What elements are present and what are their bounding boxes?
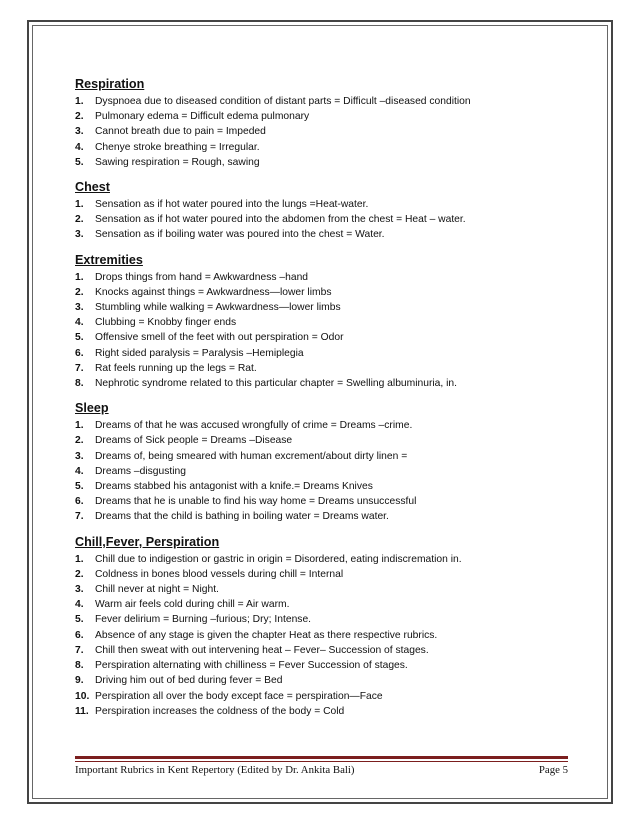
item-number: 1. (75, 420, 84, 432)
item-text: Chill due to indigestion or gastric in origin = Disordered, eating indiscremation in. (95, 553, 462, 565)
item-number: 2. (75, 214, 84, 226)
list-item (75, 227, 575, 242)
section-heading: Chest (75, 180, 110, 195)
document-body (75, 76, 575, 728)
item-text: Perspiration increases the coldness of the body = Cold (95, 705, 345, 717)
item-text: Sensation as if hot water poured into the abdomen from the chest = Heat – water. (95, 214, 466, 226)
item-number: 2. (75, 286, 84, 298)
item-text: Nephrotic syndrome related to this particular chapter = Swelling albuminuria, in. (95, 378, 457, 390)
item-text: Dreams –disgusting (95, 465, 186, 477)
section (75, 534, 575, 719)
list-item (75, 418, 575, 433)
item-text: Fever delirium = Burning –furious; Dry; Intense. (95, 614, 312, 626)
list-item (75, 155, 575, 170)
list-item (75, 673, 575, 688)
list-item (75, 479, 575, 494)
section-heading: Chill,Fever, Perspiration (75, 534, 220, 549)
list-item (75, 658, 575, 673)
list-item (75, 704, 575, 719)
item-text: Driving him out of bed during fever = Bed (95, 675, 283, 687)
item-text: Chenye stroke breathing = Irregular. (95, 141, 260, 153)
item-number: 3. (75, 584, 84, 596)
list-item (75, 597, 575, 612)
section (75, 179, 575, 243)
item-text: Warm air feels cold during chill = Air warm. (95, 599, 290, 611)
list-item (75, 509, 575, 524)
item-text: Right sided paralysis = Paralysis –Hemiplegia (95, 347, 304, 359)
list-item (75, 212, 575, 227)
item-number: 7. (75, 644, 84, 656)
item-number: 6. (75, 347, 84, 359)
section-heading: Extremities (75, 252, 143, 267)
item-number: 1. (75, 199, 84, 211)
section (75, 400, 575, 524)
item-text: Sawing respiration = Rough, sawing (95, 156, 260, 168)
item-text: Dyspnoea due to diseased condition of distant parts = Difficult –diseased condition (95, 96, 471, 107)
page-number: Page 5 (538, 764, 568, 776)
item-text: Coldness in bones blood vessels during chill = Internal (95, 568, 344, 580)
item-text: Dreams of, being smeared with human excrement/about dirty linen = (95, 450, 408, 462)
list-item (75, 464, 575, 479)
item-number: 5. (75, 332, 84, 344)
item-text: Perspiration alternating with chilliness = Fever Succession of stages. (95, 660, 408, 672)
list-item (75, 94, 575, 109)
list-item (75, 346, 575, 361)
list-item (75, 552, 575, 567)
section-heading: Sleep (75, 401, 109, 416)
list-item (75, 628, 575, 643)
item-text: Chill never at night = Night. (95, 584, 219, 596)
list-item (75, 643, 575, 658)
item-number: 2. (75, 435, 84, 447)
item-text: Dreams stabbed his antagonist with a knife.= Dreams Knives (95, 481, 373, 493)
item-text: Absence of any stage is given the chapter Heat as there respective rubrics. (95, 629, 438, 641)
list-item (75, 567, 575, 582)
item-text: Rat feels running up the legs = Rat. (95, 362, 257, 374)
item-text: Sensation as if boiling water was poured into the chest = Water. (95, 229, 385, 241)
item-number: 5. (75, 481, 84, 493)
item-number: 7. (75, 511, 84, 523)
footer-rule (75, 756, 568, 759)
list-item (75, 582, 575, 597)
item-text: Knocks against things = Awkwardness—lower limbs (95, 286, 332, 298)
item-text: Dreams of that he was accused wrongfully of crime = Dreams –crime. (95, 420, 413, 432)
item-text: Chill then sweat with out intervening heat – Fever– Succession of stages. (95, 644, 429, 656)
item-text: Offensive smell of the feet with out perspiration = Odor (95, 332, 344, 344)
item-text: Dreams that he is unable to find his way home = Dreams unsuccessful (95, 496, 417, 508)
item-text: Perspiration all over the body except face = perspiration—Face (95, 690, 383, 702)
list-item (75, 285, 575, 300)
item-number: 2. (75, 568, 84, 580)
item-number: 1. (75, 553, 84, 565)
item-number: 4. (75, 599, 84, 611)
list-item (75, 315, 575, 330)
item-text: Sensation as if hot water poured into the lungs =Heat-water. (95, 199, 369, 211)
item-number: 9. (75, 675, 84, 687)
item-number: 3. (75, 450, 84, 462)
item-number: 4. (75, 465, 84, 477)
item-number: 8. (75, 660, 84, 672)
item-number: 5. (75, 614, 84, 626)
list-item (75, 330, 575, 345)
item-number: 7. (75, 362, 84, 374)
list-item (75, 449, 575, 464)
item-number: 6. (75, 496, 84, 508)
list-item (75, 376, 575, 391)
list-item (75, 124, 575, 139)
list-item (75, 494, 575, 509)
item-number: 4. (75, 317, 84, 329)
section (75, 252, 575, 392)
list-item (75, 433, 575, 448)
footer-rule-thin (75, 761, 568, 762)
footer-title: Important Rubrics in Kent Repertory (Edited by Dr. Ankita Bali) (75, 764, 355, 776)
list-item (75, 361, 575, 376)
list-item (75, 109, 575, 124)
item-number: 2. (75, 111, 84, 123)
item-text: Drops things from hand = Awkwardness –hand (95, 271, 309, 283)
item-number: 1. (75, 271, 84, 283)
item-number: 3. (75, 126, 84, 138)
item-number: 4. (75, 141, 84, 153)
list-item (75, 197, 575, 212)
section-heading: Respiration (75, 77, 145, 91)
item-number: 8. (75, 378, 84, 390)
item-number: 10. (75, 690, 90, 702)
item-number: 1. (75, 96, 84, 107)
list-item (75, 612, 575, 627)
item-number: 11. (75, 705, 89, 717)
list-item (75, 300, 575, 315)
item-text: Dreams of Sick people = Dreams –Disease (95, 435, 293, 447)
item-text: Clubbing = Knobby finger ends (95, 317, 237, 329)
item-text: Dreams that the child is bathing in boiling water = Dreams water. (95, 511, 389, 523)
item-text: Cannot breath due to pain = Impeded (95, 126, 266, 138)
item-number: 6. (75, 629, 84, 641)
list-item (75, 689, 575, 704)
item-number: 5. (75, 156, 84, 168)
section (75, 76, 575, 170)
item-number: 3. (75, 229, 84, 241)
list-item (75, 270, 575, 285)
item-number: 3. (75, 302, 84, 314)
page-footer (75, 764, 568, 776)
list-item (75, 140, 575, 155)
item-text: Pulmonary edema = Difficult edema pulmonary (95, 111, 310, 123)
item-text: Stumbling while walking = Awkwardness—lower limbs (95, 302, 341, 314)
